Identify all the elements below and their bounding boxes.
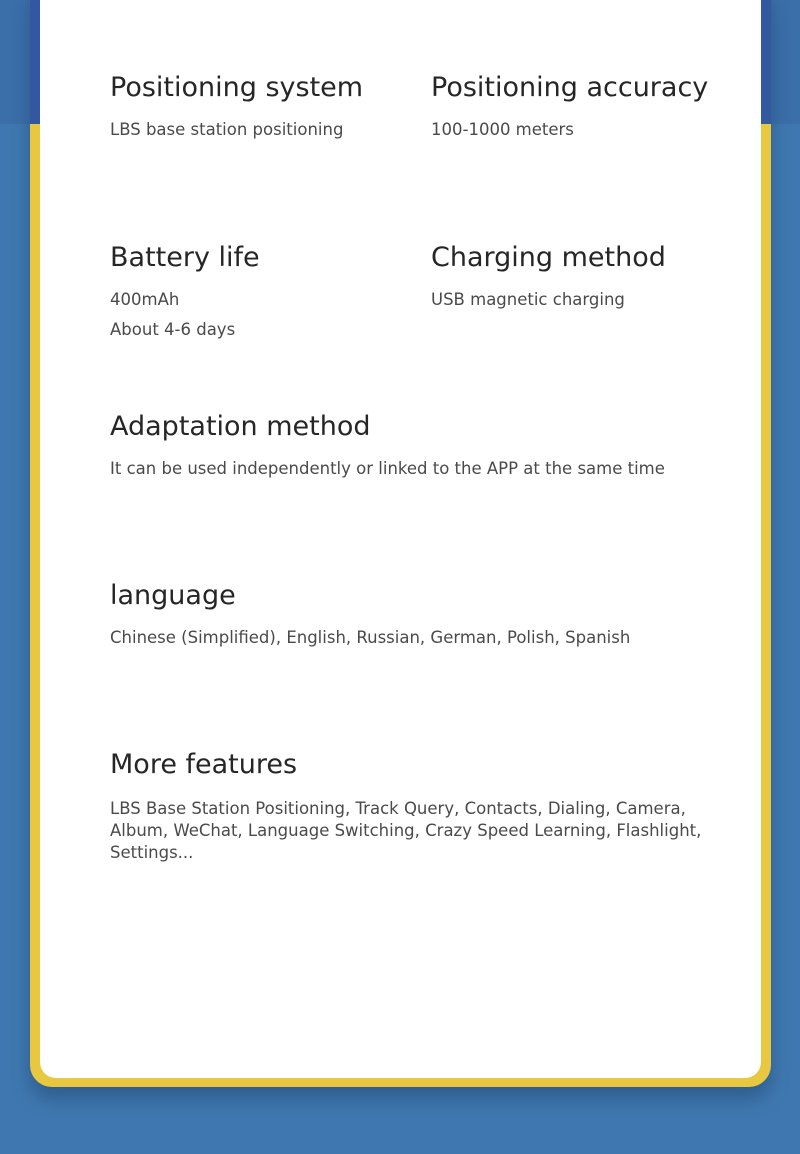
spec-positioning-system (110, 71, 364, 139)
spec-title: language (110, 580, 236, 611)
spec-charging-method (431, 241, 666, 309)
spec-title: More features (110, 749, 298, 780)
spec-more-features (110, 748, 702, 862)
spec-value: USB magnetic charging (431, 290, 625, 309)
spec-value: 100-1000 meters (431, 120, 574, 139)
spec-battery-life (110, 241, 260, 339)
spec-title: Positioning system (110, 72, 364, 103)
spec-title: Charging method (431, 242, 666, 273)
spec-positioning-accuracy (431, 71, 709, 139)
spec-value: LBS base station positioning (110, 120, 344, 139)
spec-title: Adaptation method (110, 411, 371, 442)
spec-title: Battery life (110, 242, 260, 273)
spec-value-duration: About 4-6 days (110, 320, 236, 339)
spec-card (40, 0, 761, 1078)
spec-title: Positioning accuracy (431, 72, 709, 103)
spec-value: LBS Base Station Positioning, Track Query, Contacts, Dialing, Camera, Album, WeChat, Language Switching, Crazy Speed Learning, Flashlight, Settings... (110, 798, 702, 862)
spec-value: Chinese (Simplified), English, Russian, German, Polish, Spanish (110, 628, 631, 647)
spec-adaptation-method (110, 410, 665, 478)
spec-value: It can be used independently or linked to the APP at the same time (110, 459, 665, 478)
spec-language (110, 579, 631, 647)
spec-value-capacity: 400mAh (110, 290, 180, 309)
